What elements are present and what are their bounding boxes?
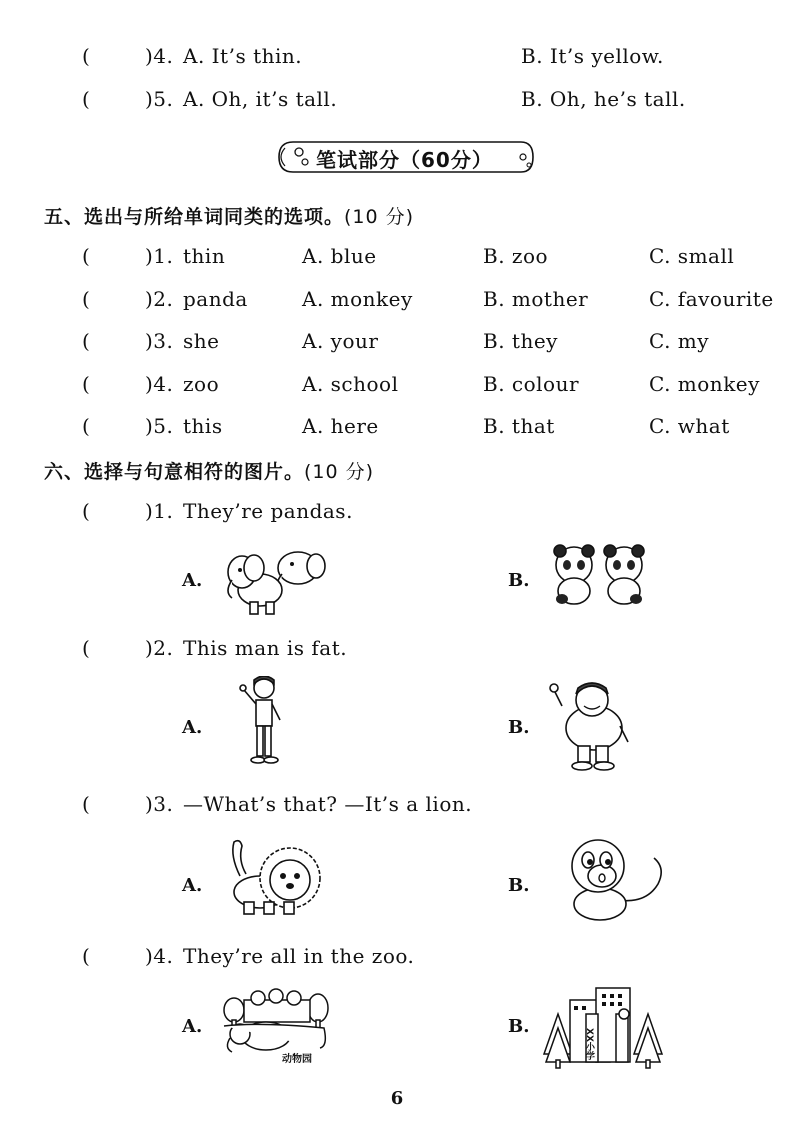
item-sentence: —What’s that? —It’s a lion. bbox=[183, 792, 473, 816]
option-b-label: B. bbox=[508, 570, 530, 591]
option-a: A. monkey bbox=[302, 287, 413, 311]
answer-paren: ( bbox=[82, 414, 90, 438]
item-number: )1. bbox=[145, 499, 174, 523]
answer-paren: ( bbox=[82, 372, 90, 396]
option-b: B. It’s yellow. bbox=[521, 44, 664, 68]
option-a-label: A. bbox=[182, 1016, 203, 1037]
option-a-label: A. bbox=[182, 570, 203, 591]
thin-man-icon bbox=[238, 676, 286, 768]
item-number: )4. bbox=[145, 44, 174, 68]
section-6-heading: 六、选择与句意相符的图片。 bbox=[44, 461, 305, 483]
item-number: )2. bbox=[145, 287, 174, 311]
option-a: A. blue bbox=[302, 244, 377, 268]
pandas-icon bbox=[544, 543, 656, 607]
section-6-title bbox=[44, 457, 374, 484]
answer-paren: ( bbox=[82, 287, 90, 311]
lion-icon bbox=[220, 836, 332, 918]
option-a: A. here bbox=[302, 414, 379, 438]
option-c: C. what bbox=[649, 414, 730, 438]
item-number: )4. bbox=[145, 944, 174, 968]
page-number: 6 bbox=[390, 1088, 404, 1109]
answer-paren: ( bbox=[82, 499, 90, 523]
item-sentence: This man is fat. bbox=[183, 636, 348, 660]
answer-paren: ( bbox=[82, 636, 90, 660]
option-c: C. my bbox=[649, 329, 710, 353]
fat-man-icon bbox=[548, 680, 638, 772]
option-a: A. Oh, it’s tall. bbox=[183, 87, 338, 111]
option-b-label: B. bbox=[508, 1016, 530, 1037]
option-c: C. small bbox=[649, 244, 735, 268]
section-5-title bbox=[44, 202, 414, 229]
item-number: )3. bbox=[145, 329, 174, 353]
option-b: B. mother bbox=[483, 287, 589, 311]
item-number: )2. bbox=[145, 636, 174, 660]
option-b: B. that bbox=[483, 414, 555, 438]
answer-paren: ( bbox=[82, 944, 90, 968]
school-icon bbox=[540, 984, 666, 1070]
item-number: )4. bbox=[145, 372, 174, 396]
item-sentence: They’re all in the zoo. bbox=[183, 944, 415, 968]
option-a-label: A. bbox=[182, 717, 203, 738]
section-5-heading: 五、选出与所给单词同类的选项。 bbox=[44, 206, 345, 228]
item-number: )3. bbox=[145, 792, 174, 816]
answer-paren: ( bbox=[82, 792, 90, 816]
item-number: )5. bbox=[145, 87, 174, 111]
zoo-icon bbox=[220, 986, 332, 1068]
answer-paren: ( bbox=[82, 44, 90, 68]
answer-paren: ( bbox=[82, 244, 90, 268]
option-c: C. monkey bbox=[649, 372, 760, 396]
section-5-score: (10 分) bbox=[344, 206, 415, 228]
zoo-sign: 动物园 bbox=[282, 1054, 312, 1065]
option-b: B. Oh, he’s tall. bbox=[521, 87, 686, 111]
item-number: )5. bbox=[145, 414, 174, 438]
option-c: C. favourite bbox=[649, 287, 774, 311]
answer-paren: ( bbox=[82, 329, 90, 353]
option-b-label: B. bbox=[508, 717, 530, 738]
option-b: B. they bbox=[483, 329, 558, 353]
given-word: she bbox=[183, 329, 220, 353]
elephants-icon bbox=[220, 540, 332, 618]
item-sentence: They’re pandas. bbox=[183, 499, 353, 523]
option-a: A. school bbox=[302, 372, 399, 396]
option-a: A. your bbox=[302, 329, 379, 353]
given-word: zoo bbox=[183, 372, 220, 396]
option-a: A. It’s thin. bbox=[183, 44, 303, 68]
option-b-label: B. bbox=[508, 875, 530, 896]
given-word: this bbox=[183, 414, 223, 438]
option-b: B. colour bbox=[483, 372, 580, 396]
item-number: )1. bbox=[145, 244, 174, 268]
monkey-icon bbox=[566, 834, 672, 924]
option-a-label: A. bbox=[182, 875, 203, 896]
answer-paren: ( bbox=[82, 87, 90, 111]
given-word: panda bbox=[183, 287, 248, 311]
written-part-title: 笔试部分（60分） bbox=[316, 148, 493, 172]
given-word: thin bbox=[183, 244, 226, 268]
option-b: B. zoo bbox=[483, 244, 549, 268]
section-6-score: (10 分) bbox=[304, 461, 375, 483]
school-sign: XX小学 bbox=[584, 1028, 594, 1060]
